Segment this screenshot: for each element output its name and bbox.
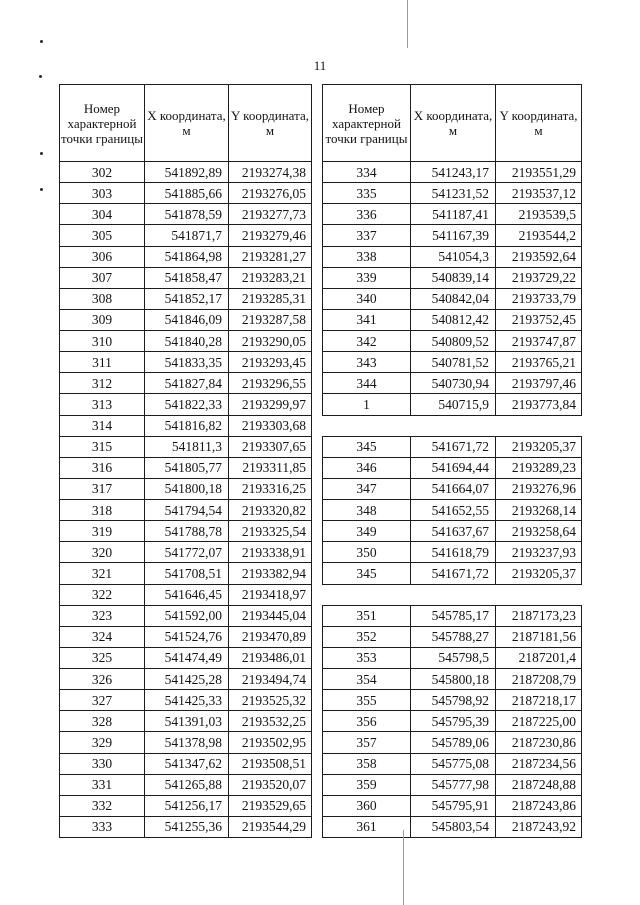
table-row — [323, 478, 582, 499]
point-number-cell: 312 — [60, 373, 145, 394]
point-number-cell: 329 — [60, 732, 145, 753]
y-coordinate-cell: 2193494,74 — [229, 669, 312, 690]
y-coordinate-cell: 2193316,25 — [229, 478, 312, 499]
y-coordinate-cell: 2193205,37 — [496, 436, 582, 457]
point-number-cell: 317 — [60, 478, 145, 499]
y-coordinate-cell: 2193281,27 — [229, 246, 312, 267]
y-coordinate-cell: 2193311,85 — [229, 457, 312, 478]
x-coordinate-cell: 541840,28 — [145, 331, 229, 352]
y-coordinate-cell: 2193525,32 — [229, 690, 312, 711]
table-row — [323, 246, 582, 267]
x-coordinate-cell: 541054,3 — [411, 246, 496, 267]
table-row — [323, 753, 582, 774]
table-row — [60, 309, 312, 330]
x-coordinate-cell — [411, 584, 496, 605]
table-row — [323, 563, 582, 584]
x-coordinate-cell: 541805,77 — [145, 457, 229, 478]
point-number-cell: 310 — [60, 331, 145, 352]
x-coordinate-cell: 541822,33 — [145, 394, 229, 415]
point-number-cell: 348 — [323, 500, 411, 521]
table-row — [60, 732, 312, 753]
table-row — [323, 500, 582, 521]
x-coordinate-cell: 545798,5 — [411, 647, 496, 668]
point-number-cell: 320 — [60, 542, 145, 563]
y-coordinate-cell: 2193258,64 — [496, 521, 582, 542]
x-coordinate-cell: 541794,54 — [145, 500, 229, 521]
table-row — [323, 669, 582, 690]
y-coordinate-cell — [496, 584, 582, 605]
point-number-cell: 326 — [60, 669, 145, 690]
y-coordinate-cell: 2193290,05 — [229, 331, 312, 352]
x-coordinate-cell: 545789,06 — [411, 732, 496, 753]
table-row — [323, 816, 582, 837]
x-coordinate-cell: 545788,27 — [411, 626, 496, 647]
point-number-cell: 328 — [60, 711, 145, 732]
table-row — [60, 605, 312, 626]
y-coordinate-cell: 2193320,82 — [229, 500, 312, 521]
scan-speck — [40, 152, 43, 155]
table-row — [323, 331, 582, 352]
header-point-number: Номер характерной точки границы — [323, 85, 411, 162]
y-coordinate-cell: 2193729,22 — [496, 267, 582, 288]
y-coordinate-cell: 2187225,00 — [496, 711, 582, 732]
x-coordinate-cell: 541592,00 — [145, 605, 229, 626]
table-row — [323, 309, 582, 330]
y-coordinate-cell: 2187248,88 — [496, 774, 582, 795]
scan-streak — [407, 0, 408, 48]
x-coordinate-cell: 541885,66 — [145, 183, 229, 204]
point-number-cell: 343 — [323, 352, 411, 373]
point-number-cell: 358 — [323, 753, 411, 774]
table-row — [323, 183, 582, 204]
header-y-coordinate: Y координата, м — [229, 85, 312, 162]
y-coordinate-cell: 2193733,79 — [496, 288, 582, 309]
x-coordinate-cell: 541637,67 — [411, 521, 496, 542]
point-number-cell: 323 — [60, 605, 145, 626]
point-number-cell: 336 — [323, 204, 411, 225]
table-row — [60, 267, 312, 288]
point-number-cell: 322 — [60, 584, 145, 605]
table-row — [60, 394, 312, 415]
x-coordinate-cell: 541347,62 — [145, 753, 229, 774]
y-coordinate-cell: 2187173,23 — [496, 605, 582, 626]
point-number-cell: 360 — [323, 795, 411, 816]
table-row — [60, 162, 312, 183]
x-coordinate-cell: 541708,51 — [145, 563, 229, 584]
scan-streak — [403, 830, 404, 905]
y-coordinate-cell: 2193325,54 — [229, 521, 312, 542]
table-row — [60, 647, 312, 668]
table-row — [323, 732, 582, 753]
x-coordinate-cell: 545785,17 — [411, 605, 496, 626]
y-coordinate-cell: 2193303,68 — [229, 415, 312, 436]
point-number-cell: 335 — [323, 183, 411, 204]
x-coordinate-cell: 540781,52 — [411, 352, 496, 373]
point-number-cell: 355 — [323, 690, 411, 711]
point-number-cell: 303 — [60, 183, 145, 204]
point-number-cell: 361 — [323, 816, 411, 837]
x-coordinate-cell: 545800,18 — [411, 669, 496, 690]
point-number-cell: 327 — [60, 690, 145, 711]
x-coordinate-cell: 540730,94 — [411, 373, 496, 394]
point-number-cell: 345 — [323, 563, 411, 584]
point-number-cell: 344 — [323, 373, 411, 394]
point-number-cell: 308 — [60, 288, 145, 309]
point-number-cell: 341 — [323, 309, 411, 330]
point-number-cell: 307 — [60, 267, 145, 288]
table-row — [60, 436, 312, 457]
point-number-cell: 359 — [323, 774, 411, 795]
table-row — [323, 225, 582, 246]
table-row — [323, 521, 582, 542]
x-coordinate-cell: 545775,08 — [411, 753, 496, 774]
point-number-cell: 345 — [323, 436, 411, 457]
y-coordinate-cell: 2187243,86 — [496, 795, 582, 816]
point-number-cell: 306 — [60, 246, 145, 267]
x-coordinate-cell: 541243,17 — [411, 162, 496, 183]
x-coordinate-cell: 545777,98 — [411, 774, 496, 795]
table-row — [60, 584, 312, 605]
point-number-cell: 313 — [60, 394, 145, 415]
y-coordinate-cell: 2193797,46 — [496, 373, 582, 394]
x-coordinate-cell: 541816,82 — [145, 415, 229, 436]
scan-speck — [39, 75, 42, 78]
y-coordinate-cell: 2193551,29 — [496, 162, 582, 183]
y-coordinate-cell: 2193502,95 — [229, 732, 312, 753]
y-coordinate-cell: 2193544,29 — [229, 816, 312, 837]
table-row — [323, 288, 582, 309]
y-coordinate-cell: 2187201,4 — [496, 647, 582, 668]
header-x-coordinate: X координата, м — [145, 85, 229, 162]
x-coordinate-cell: 541811,3 — [145, 436, 229, 457]
point-number-cell: 309 — [60, 309, 145, 330]
table-row — [323, 457, 582, 478]
point-number-cell: 311 — [60, 352, 145, 373]
y-coordinate-cell: 2187218,17 — [496, 690, 582, 711]
y-coordinate-cell: 2193445,04 — [229, 605, 312, 626]
y-coordinate-cell: 2193276,05 — [229, 183, 312, 204]
y-coordinate-cell: 2193382,94 — [229, 563, 312, 584]
x-coordinate-cell: 541852,17 — [145, 288, 229, 309]
table-row — [60, 521, 312, 542]
y-coordinate-cell: 2187234,56 — [496, 753, 582, 774]
table-row — [60, 669, 312, 690]
x-coordinate-cell: 541827,84 — [145, 373, 229, 394]
x-coordinate-cell: 541524,76 — [145, 626, 229, 647]
y-coordinate-cell: 2193537,12 — [496, 183, 582, 204]
x-coordinate-cell: 541265,88 — [145, 774, 229, 795]
table-gap-row — [323, 584, 582, 605]
x-coordinate-cell: 541425,33 — [145, 690, 229, 711]
point-number-cell: 304 — [60, 204, 145, 225]
x-coordinate-cell: 541772,07 — [145, 542, 229, 563]
table-row — [323, 436, 582, 457]
y-coordinate-cell: 2193747,87 — [496, 331, 582, 352]
x-coordinate-cell: 540839,14 — [411, 267, 496, 288]
x-coordinate-cell: 541187,41 — [411, 204, 496, 225]
table-header-row — [60, 85, 312, 162]
y-coordinate-cell: 2187230,86 — [496, 732, 582, 753]
x-coordinate-cell: 541664,07 — [411, 478, 496, 499]
table-row — [60, 331, 312, 352]
x-coordinate-cell: 541858,47 — [145, 267, 229, 288]
x-coordinate-cell: 541618,79 — [411, 542, 496, 563]
point-number-cell: 302 — [60, 162, 145, 183]
table-row — [323, 626, 582, 647]
point-number-cell: 353 — [323, 647, 411, 668]
x-coordinate-cell: 540812,42 — [411, 309, 496, 330]
point-number-cell: 339 — [323, 267, 411, 288]
point-number-cell: 318 — [60, 500, 145, 521]
point-number-cell: 330 — [60, 753, 145, 774]
table-row — [60, 711, 312, 732]
x-coordinate-cell: 541833,35 — [145, 352, 229, 373]
table-row — [323, 373, 582, 394]
table-row — [60, 753, 312, 774]
y-coordinate-cell: 2193529,65 — [229, 795, 312, 816]
x-coordinate-cell: 541864,98 — [145, 246, 229, 267]
x-coordinate-cell — [411, 415, 496, 436]
y-coordinate-cell: 2193296,55 — [229, 373, 312, 394]
table-row — [60, 352, 312, 373]
x-coordinate-cell: 541231,52 — [411, 183, 496, 204]
table-row — [323, 394, 582, 415]
x-coordinate-cell: 541391,03 — [145, 711, 229, 732]
y-coordinate-cell: 2187208,79 — [496, 669, 582, 690]
point-number-cell: 356 — [323, 711, 411, 732]
y-coordinate-cell: 2193520,07 — [229, 774, 312, 795]
table-row — [323, 204, 582, 225]
y-coordinate-cell: 2193773,84 — [496, 394, 582, 415]
y-coordinate-cell: 2187181,56 — [496, 626, 582, 647]
header-point-number: Номер характерной точки границы — [60, 85, 145, 162]
table-header-row — [323, 85, 582, 162]
table-row — [323, 647, 582, 668]
scan-speck — [40, 40, 43, 43]
x-coordinate-cell: 540842,04 — [411, 288, 496, 309]
point-number-cell: 316 — [60, 457, 145, 478]
point-number-cell: 342 — [323, 331, 411, 352]
table-row — [323, 542, 582, 563]
table-row — [60, 288, 312, 309]
point-number-cell: 314 — [60, 415, 145, 436]
table-row — [323, 352, 582, 373]
x-coordinate-cell: 541788,78 — [145, 521, 229, 542]
x-coordinate-cell: 545795,39 — [411, 711, 496, 732]
table-row — [60, 183, 312, 204]
page-number: 11 — [313, 58, 327, 73]
y-coordinate-cell: 2193338,91 — [229, 542, 312, 563]
header-x-coordinate: X координата, м — [411, 85, 496, 162]
table-row — [323, 162, 582, 183]
point-number-cell: 305 — [60, 225, 145, 246]
point-number-cell: 351 — [323, 605, 411, 626]
x-coordinate-cell: 541255,36 — [145, 816, 229, 837]
table-row — [323, 605, 582, 626]
point-number-cell: 1 — [323, 394, 411, 415]
y-coordinate-cell: 2193287,58 — [229, 309, 312, 330]
y-coordinate-cell: 2193765,21 — [496, 352, 582, 373]
header-y-coordinate: Y координата, м — [496, 85, 582, 162]
x-coordinate-cell: 541474,49 — [145, 647, 229, 668]
coordinates-table-left — [59, 84, 312, 838]
y-coordinate-cell: 2193268,14 — [496, 500, 582, 521]
table-row — [323, 795, 582, 816]
y-coordinate-cell: 2193237,93 — [496, 542, 582, 563]
y-coordinate-cell: 2193508,51 — [229, 753, 312, 774]
table-row — [60, 246, 312, 267]
x-coordinate-cell: 541878,59 — [145, 204, 229, 225]
point-number-cell: 324 — [60, 626, 145, 647]
y-coordinate-cell: 2193539,5 — [496, 204, 582, 225]
y-coordinate-cell: 2193277,73 — [229, 204, 312, 225]
x-coordinate-cell: 541671,72 — [411, 563, 496, 584]
table-row — [60, 478, 312, 499]
x-coordinate-cell: 545803,54 — [411, 816, 496, 837]
x-coordinate-cell: 541378,98 — [145, 732, 229, 753]
point-number-cell: 357 — [323, 732, 411, 753]
y-coordinate-cell: 2193418,97 — [229, 584, 312, 605]
x-coordinate-cell: 545798,92 — [411, 690, 496, 711]
table-row — [60, 225, 312, 246]
y-coordinate-cell: 2193307,65 — [229, 436, 312, 457]
table-row — [60, 795, 312, 816]
point-number-cell: 350 — [323, 542, 411, 563]
y-coordinate-cell: 2193274,38 — [229, 162, 312, 183]
point-number-cell: 337 — [323, 225, 411, 246]
x-coordinate-cell: 541871,7 — [145, 225, 229, 246]
table-row — [60, 626, 312, 647]
x-coordinate-cell: 541646,45 — [145, 584, 229, 605]
point-number-cell: 319 — [60, 521, 145, 542]
table-row — [60, 500, 312, 521]
table-row — [323, 267, 582, 288]
point-number-cell: 346 — [323, 457, 411, 478]
table-row — [60, 563, 312, 584]
x-coordinate-cell: 540715,9 — [411, 394, 496, 415]
y-coordinate-cell: 2193285,31 — [229, 288, 312, 309]
y-coordinate-cell: 2193532,25 — [229, 711, 312, 732]
point-number-cell: 331 — [60, 774, 145, 795]
y-coordinate-cell: 2193486,01 — [229, 647, 312, 668]
y-coordinate-cell: 2193293,45 — [229, 352, 312, 373]
point-number-cell: 321 — [60, 563, 145, 584]
point-number-cell: 333 — [60, 816, 145, 837]
point-number-cell: 347 — [323, 478, 411, 499]
x-coordinate-cell: 541800,18 — [145, 478, 229, 499]
point-number-cell: 332 — [60, 795, 145, 816]
y-coordinate-cell: 2193752,45 — [496, 309, 582, 330]
table-row — [323, 774, 582, 795]
table-row — [323, 711, 582, 732]
point-number-cell: 325 — [60, 647, 145, 668]
point-number-cell: 315 — [60, 436, 145, 457]
scan-speck — [40, 188, 43, 191]
x-coordinate-cell: 541167,39 — [411, 225, 496, 246]
table-body-left — [60, 162, 312, 838]
table-row — [60, 690, 312, 711]
y-coordinate-cell: 2193289,23 — [496, 457, 582, 478]
point-number-cell — [323, 584, 411, 605]
table-row — [60, 457, 312, 478]
point-number-cell — [323, 415, 411, 436]
y-coordinate-cell: 2193276,96 — [496, 478, 582, 499]
x-coordinate-cell: 541694,44 — [411, 457, 496, 478]
point-number-cell: 340 — [323, 288, 411, 309]
table-gap-row — [323, 415, 582, 436]
table-row — [60, 542, 312, 563]
point-number-cell: 334 — [323, 162, 411, 183]
table-body-right — [323, 162, 582, 838]
x-coordinate-cell: 541256,17 — [145, 795, 229, 816]
point-number-cell: 349 — [323, 521, 411, 542]
x-coordinate-cell: 540809,52 — [411, 331, 496, 352]
point-number-cell: 354 — [323, 669, 411, 690]
table-row — [60, 816, 312, 837]
y-coordinate-cell: 2193470,89 — [229, 626, 312, 647]
table-row — [60, 373, 312, 394]
y-coordinate-cell: 2193279,46 — [229, 225, 312, 246]
y-coordinate-cell: 2193592,64 — [496, 246, 582, 267]
x-coordinate-cell: 541652,55 — [411, 500, 496, 521]
coordinates-table-right — [322, 84, 582, 838]
table-row — [60, 204, 312, 225]
y-coordinate-cell: 2193544,2 — [496, 225, 582, 246]
table-row — [323, 690, 582, 711]
point-number-cell: 352 — [323, 626, 411, 647]
x-coordinate-cell: 541846,09 — [145, 309, 229, 330]
x-coordinate-cell: 541892,89 — [145, 162, 229, 183]
table-row — [60, 774, 312, 795]
point-number-cell: 338 — [323, 246, 411, 267]
y-coordinate-cell: 2193299,97 — [229, 394, 312, 415]
table-row — [60, 415, 312, 436]
x-coordinate-cell: 545795,91 — [411, 795, 496, 816]
y-coordinate-cell: 2193205,37 — [496, 563, 582, 584]
y-coordinate-cell: 2187243,92 — [496, 816, 582, 837]
y-coordinate-cell — [496, 415, 582, 436]
x-coordinate-cell: 541671,72 — [411, 436, 496, 457]
x-coordinate-cell: 541425,28 — [145, 669, 229, 690]
y-coordinate-cell: 2193283,21 — [229, 267, 312, 288]
